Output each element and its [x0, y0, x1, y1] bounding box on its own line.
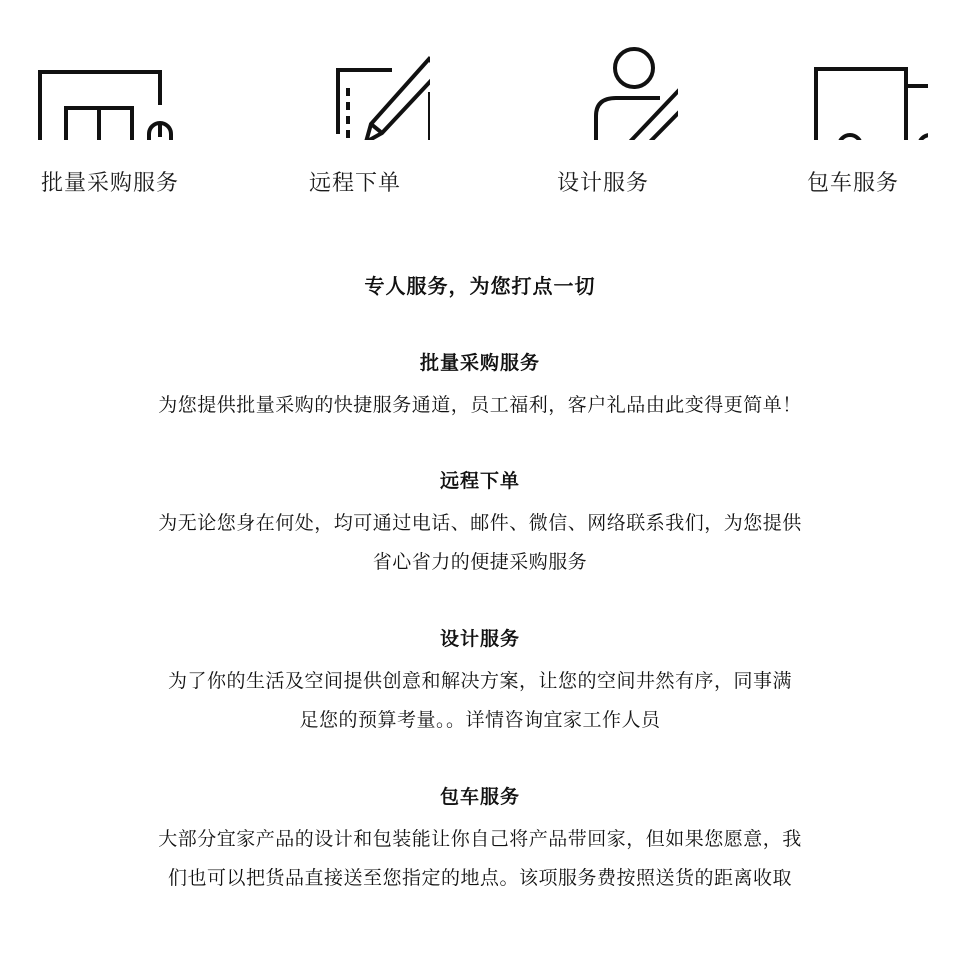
- service-icon-row: [0, 0, 960, 240]
- section-text: [80, 662, 880, 740]
- service-truck: [743, 40, 960, 197]
- section-line: 省心省力的便捷采购服务: [372, 551, 588, 573]
- section-text: [80, 386, 880, 425]
- pen-board-icon: [280, 40, 430, 140]
- section-text: [80, 820, 880, 898]
- service-remote-order: [245, 40, 465, 197]
- section-title: 包车服务: [439, 786, 520, 808]
- section-title: 批量采购服务: [419, 352, 540, 374]
- section-text: [80, 504, 880, 582]
- service-label: 包车服务: [806, 171, 899, 196]
- designer-pen-icon: [528, 40, 678, 140]
- section-remote-order: [80, 468, 880, 582]
- service-label: 设计服务: [556, 171, 649, 196]
- section-title: 远程下单: [439, 470, 520, 492]
- section-line: 们也可以把货品直接送至您指定的地点。该项服务费按照送货的距离收取: [167, 867, 792, 889]
- service-label: 批量采购服务: [40, 171, 179, 196]
- store-mouse-icon: [35, 40, 185, 140]
- service-label: 远程下单: [308, 171, 401, 196]
- section-line: 为了你的生活及空间提供创意和解决方案，让您的空间井然有序，同事满: [167, 670, 792, 692]
- truck-icon: [778, 40, 928, 140]
- section-line: 大部分宜家产品的设计和包装能让你自己将产品带回家，但如果您愿意，我: [158, 828, 802, 850]
- section-bulk-purchase: [80, 350, 880, 425]
- page-headline: 专人服务，为您打点一切: [364, 274, 596, 298]
- section-line: 为无论您身在何处，均可通过电话、邮件、微信、网络联系我们，为您提供: [158, 512, 802, 534]
- section-line: 为您提供批量采购的快捷服务通道，员工福利，客户礼品由此变得更简单！: [158, 394, 802, 416]
- section-title: 设计服务: [439, 628, 520, 650]
- section-truck: [80, 784, 880, 898]
- service-bulk-purchase: [0, 40, 220, 197]
- service-design: [493, 40, 713, 197]
- section-line: 足您的预算考量。。详情咨询宜家工作人员: [299, 709, 661, 731]
- section-design: [80, 626, 880, 740]
